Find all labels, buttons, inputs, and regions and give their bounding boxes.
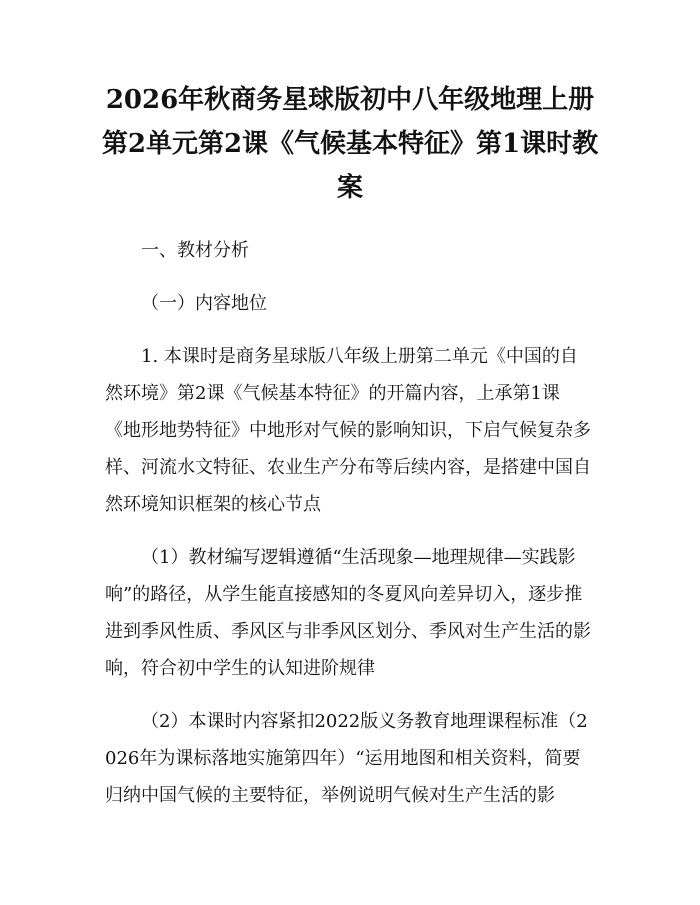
paragraph-2: （1）教材编写逻辑遵循“生活现象—地理规律—实践影响”的路径，从学生能直接感知的冬夏风向差异切入，逐步推进到季风性质、季风区与非季风区划分、季风对生产生活的影响，符合初中学生的认知进阶规律 — [105, 547, 591, 679]
document-body — [105, 232, 595, 830]
section-heading: 一、教材分析 — [141, 240, 249, 261]
paragraph-1: 1. 本课时是商务星球版八年级上册第二单元《中国的自然环境》第2课《气候基本特征》的开篇内容，上承第1课《地形地势特征》中地形对气候的影响知识，下启气候复杂多样、河流水文特征、农业生产分布等后续内容，是搭建中国自然环境知识框架的核心节点 — [105, 346, 591, 515]
document-title: 2026年秋商务星球版初中八年级地理上册第2单元第2课《气候基本特征》第1课时教案 — [101, 85, 599, 203]
subsection-heading: （一）内容地位 — [141, 293, 267, 314]
paragraph-3: （2）本课时内容紧扣2022版义务教育地理课程标准（2026年为课标落地实施第四年）“运用地图和相关资料，简要归纳中国气候的主要特征，举例说明气候对生产生活的影 — [105, 711, 588, 806]
